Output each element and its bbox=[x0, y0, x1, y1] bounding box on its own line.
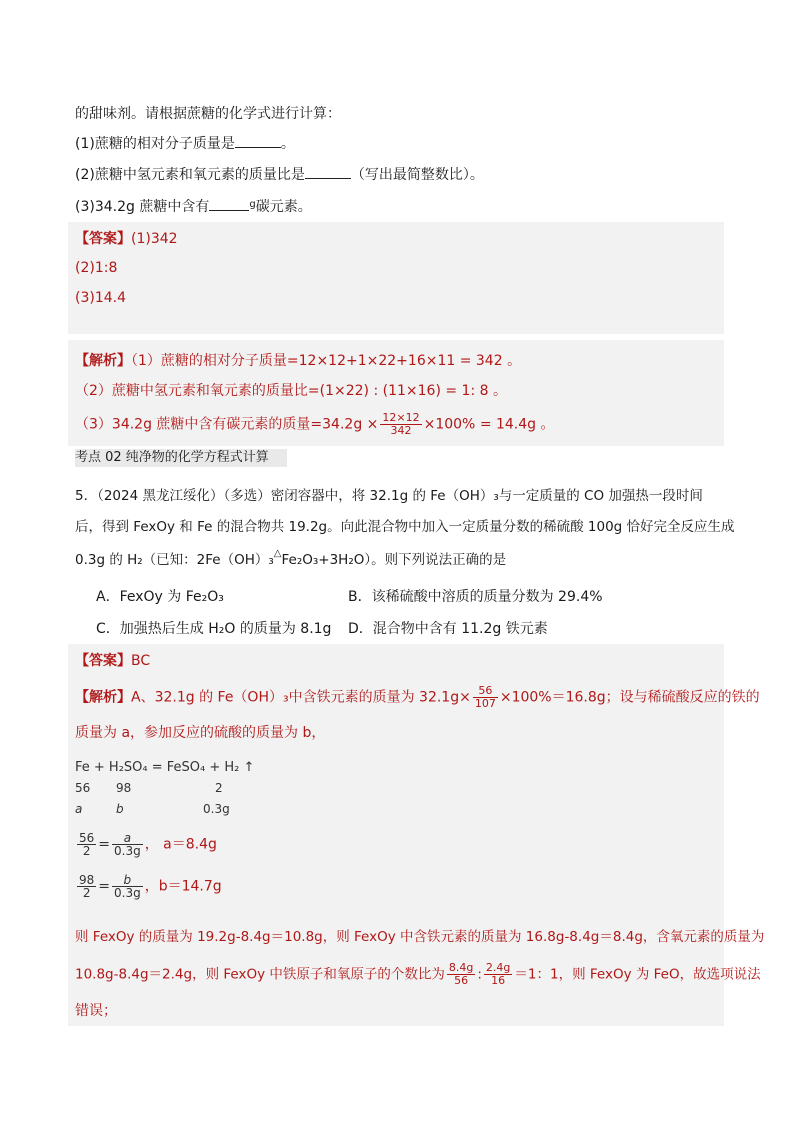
fraction-denominator: 342 bbox=[390, 424, 412, 437]
q2-blank bbox=[305, 166, 351, 179]
option-c: C．加强热后生成 H₂O 的质量为 8.1g bbox=[96, 621, 332, 637]
analysis5-l2: 质量为 a，参加反应的硫酸的质量为 b， bbox=[75, 725, 326, 741]
fraction-numerator: 8.4g bbox=[448, 961, 474, 974]
proportion-1-left bbox=[77, 832, 96, 857]
q2-end: （写出最简整数比）。 bbox=[350, 167, 484, 183]
answer5-value: BC bbox=[131, 653, 151, 669]
proportion-1-right bbox=[112, 832, 143, 857]
fraction-numerator: 56 bbox=[473, 685, 498, 698]
fraction-numerator: 98 bbox=[79, 873, 95, 887]
q3-text: (3)34.2g 蔗糖中含有 bbox=[75, 199, 210, 215]
variable-a: a bbox=[75, 802, 83, 816]
analysis5-l1-post: ×100%＝16.8g；设与稀硫酸反应的铁的 bbox=[499, 689, 760, 706]
equals-sign: = bbox=[98, 878, 111, 895]
molar-mass-h2so4: 98 bbox=[116, 781, 132, 795]
answer5-box bbox=[68, 644, 724, 672]
fraction-denominator: 0.3g bbox=[114, 844, 141, 858]
answer4-line1 bbox=[75, 228, 178, 248]
molar-mass-h2: 2 bbox=[215, 781, 223, 795]
fraction-numerator: 2.4g bbox=[485, 961, 511, 974]
option-b: B．该稀硫酸中溶质的质量分数为 29.4% bbox=[348, 589, 603, 605]
analysis5-l3: 则 FexOy 的质量为 19.2g-8.4g＝10.8g，则 FexOy 中含铁元素的质量为 16.8g-8.4g＝8.4g，含氧元素的质量为 bbox=[75, 929, 765, 945]
q3-end: 碳元素。 bbox=[255, 199, 312, 215]
problem4-q3 bbox=[75, 196, 312, 216]
analysis4-line3 bbox=[75, 412, 555, 437]
analysis5-l4-post: ＝1：1，则 FexOy 为 FeO，故选项说法 bbox=[514, 966, 761, 983]
reaction-equation: Fe + H₂SO₄ = FeSO₄ + H₂ ↑ bbox=[75, 760, 255, 775]
proportion-2-result: ，b＝14.7g bbox=[144, 878, 222, 895]
problem4-intro: 的甜味剂。请根据蔗糖的化学式进行计算： bbox=[75, 106, 341, 122]
problem5-l3-pre: 0.3g 的 H₂（已知：2Fe（OH）₃ bbox=[75, 552, 274, 568]
problem5-l3-post: Fe₂O₃+3H₂O）。则下列说法正确的是 bbox=[281, 552, 507, 568]
answer4-a1: (1)342 bbox=[131, 231, 178, 247]
analysis4-fraction bbox=[380, 412, 421, 437]
analysis5-fraction-fe bbox=[473, 685, 498, 710]
analysis5-label: 【解析】 bbox=[75, 689, 131, 706]
problem4-q1 bbox=[75, 133, 295, 153]
fraction-denominator: 0.3g bbox=[114, 886, 141, 900]
analysis5-line1 bbox=[75, 685, 760, 710]
variable-b: b bbox=[116, 802, 124, 816]
option-a: A．FexOy 为 Fe₂O₃ bbox=[96, 589, 224, 605]
equals-sign: = bbox=[98, 836, 111, 853]
fraction-denominator: 107 bbox=[474, 697, 496, 710]
fraction-denominator: 2 bbox=[82, 844, 91, 858]
answer4-a2: (2)1:8 bbox=[75, 260, 118, 276]
q1-text: (1)蔗糖的相对分子质量是 bbox=[75, 136, 235, 152]
answer4-label: 【答案】 bbox=[75, 231, 131, 247]
problem5-line2: 后，得到 FexOy 和 Fe 的混合物共 19.2g。向此混合物中加入一定质量分数的稀硫酸 100g 恰好完全反应生成 bbox=[75, 519, 735, 535]
fraction-denominator: 16 bbox=[491, 974, 506, 987]
analysis5-l4-pre: 10.8g-8.4g＝2.4g，则 FexOy 中铁原子和氧原子的个数比为 bbox=[75, 966, 445, 983]
analysis5-l5: 错误； bbox=[75, 1003, 117, 1019]
proportion-2 bbox=[75, 874, 222, 899]
option-d: D．混合物中含有 11.2g 铁元素 bbox=[348, 621, 548, 637]
analysis4-l3-post: ×100% = 14.4g 。 bbox=[423, 416, 555, 433]
fraction-denominator: 2 bbox=[82, 886, 91, 900]
proportion-2-left bbox=[77, 874, 96, 899]
fraction-denominator: 56 bbox=[454, 974, 469, 987]
analysis4-l2: （2）蔗糖中氢元素和氧元素的质量比=(1×22) : (11×16) = 1: 8 。 bbox=[75, 383, 507, 399]
analysis4-line1 bbox=[75, 350, 521, 370]
answer5-label: 【答案】 bbox=[75, 653, 131, 669]
problem5-line3 bbox=[75, 548, 506, 568]
q2-text: (2)蔗糖中氢元素和氧元素的质量比是 bbox=[75, 167, 305, 183]
ratio-fraction-fe bbox=[447, 962, 475, 987]
ratio-colon: : bbox=[477, 966, 482, 983]
q1-end: 。 bbox=[280, 136, 295, 152]
q3-unit: g bbox=[249, 199, 256, 210]
analysis4-l1: （1）蔗糖的相对分子质量=12×12+1×22+16×11 = 342 。 bbox=[131, 353, 522, 369]
proportion-2-right bbox=[112, 874, 143, 899]
problem4-q2 bbox=[75, 164, 484, 184]
mass-h2: 0.3g bbox=[203, 802, 230, 816]
answer5-line bbox=[75, 650, 150, 670]
proportion-1 bbox=[75, 832, 217, 857]
fraction-numerator: a bbox=[112, 832, 143, 845]
proportion-1-result: ， a＝8.4g bbox=[144, 836, 217, 853]
section-heading: 考点 02 纯净物的化学方程式计算 bbox=[75, 449, 287, 467]
analysis4-l3-pre: （3）34.2g 蔗糖中含有碳元素的质量=34.2g × bbox=[75, 416, 379, 433]
answer4-a3: (3)14.4 bbox=[75, 290, 127, 306]
molar-mass-fe: 56 bbox=[75, 781, 91, 795]
analysis5-line4 bbox=[75, 962, 761, 987]
q1-blank bbox=[235, 135, 281, 148]
problem5-line1: 5．（2024 黑龙江绥化）（多选）密闭容器中，将 32.1g 的 Fe（OH）₃与一定质量的 CO 加强热一段时间 bbox=[75, 488, 703, 504]
analysis4-label: 【解析】 bbox=[75, 353, 131, 369]
analysis5-l1-pre: A、32.1g 的 Fe（OH）₃中含铁元素的质量为 32.1g× bbox=[131, 689, 471, 706]
fraction-numerator: b bbox=[112, 874, 143, 887]
fraction-numerator: 56 bbox=[79, 831, 95, 845]
fraction-numerator: 12×12 bbox=[382, 411, 420, 424]
q3-blank bbox=[209, 198, 249, 211]
heat-delta-symbol: △ bbox=[273, 548, 282, 559]
ratio-fraction-o bbox=[484, 962, 512, 987]
